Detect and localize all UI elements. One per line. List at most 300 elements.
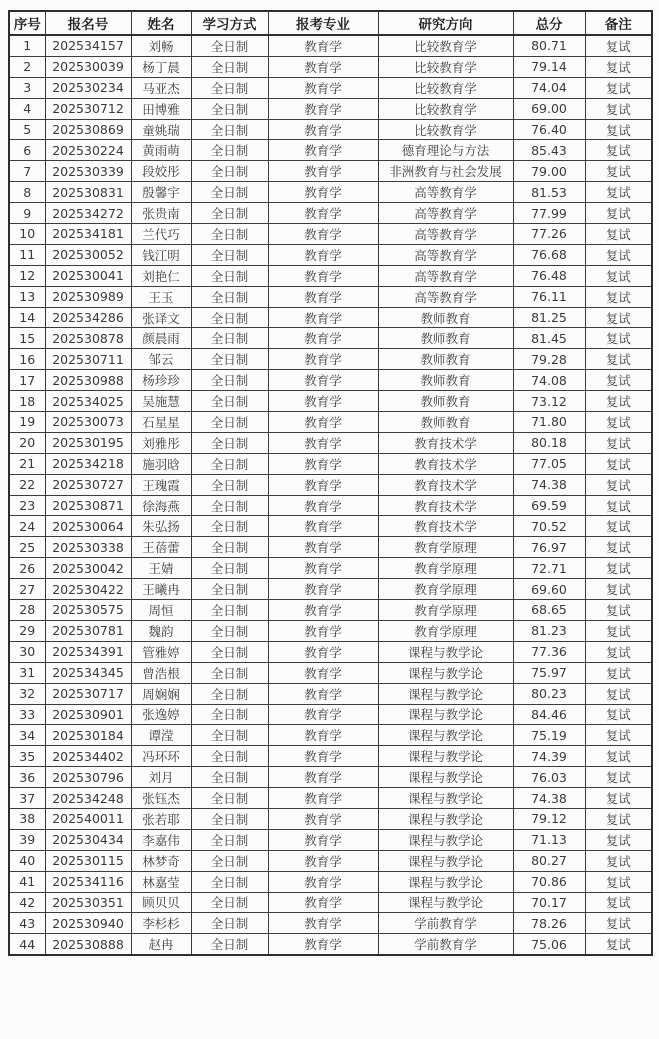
table-row [9,600,652,621]
cell-name: 兰代巧 [131,224,191,245]
cell-score: 69.00 [513,98,585,119]
cell-name: 李嘉伟 [131,829,191,850]
cell-study-mode: 全日制 [191,808,268,829]
cell-score: 76.68 [513,244,585,265]
cell-name: 吴施慧 [131,391,191,412]
cell-remark: 复试 [585,913,652,934]
cell-name: 周恒 [131,600,191,621]
table-row [9,474,652,495]
cell-name: 殷馨宇 [131,182,191,203]
cell-name: 王玉 [131,286,191,307]
cell-study-mode: 全日制 [191,453,268,474]
cell-direction: 比较教育学 [378,35,513,56]
cell-study-mode: 全日制 [191,56,268,77]
cell-remark: 复试 [585,641,652,662]
cell-reg-no: 202530712 [45,98,131,119]
cell-reg-no: 202530422 [45,579,131,600]
cell-score: 74.39 [513,746,585,767]
cell-major: 教育学 [268,328,378,349]
cell-reg-no: 202534181 [45,224,131,245]
cell-name: 杨丁晨 [131,56,191,77]
header-study-mode: 学习方式 [191,11,268,35]
table-row [9,620,652,641]
cell-study-mode: 全日制 [191,600,268,621]
cell-remark: 复试 [585,662,652,683]
cell-remark: 复试 [585,788,652,809]
cell-index: 32 [9,683,45,704]
cell-major: 教育学 [268,224,378,245]
cell-major: 教育学 [268,265,378,286]
cell-remark: 复试 [585,495,652,516]
cell-major: 教育学 [268,788,378,809]
table-row [9,307,652,328]
cell-name: 马亚杰 [131,77,191,98]
cell-index: 19 [9,412,45,433]
cell-index: 8 [9,182,45,203]
cell-reg-no: 202534248 [45,788,131,809]
header-major: 报考专业 [268,11,378,35]
cell-study-mode: 全日制 [191,767,268,788]
cell-index: 12 [9,265,45,286]
table-row [9,767,652,788]
cell-study-mode: 全日制 [191,286,268,307]
cell-major: 教育学 [268,808,378,829]
table-row [9,286,652,307]
cell-reg-no: 202530727 [45,474,131,495]
cell-major: 教育学 [268,244,378,265]
cell-direction: 教师教育 [378,412,513,433]
cell-name: 张钰杰 [131,788,191,809]
cell-direction: 课程与教学论 [378,829,513,850]
cell-index: 4 [9,98,45,119]
cell-score: 69.59 [513,495,585,516]
table-row [9,558,652,579]
cell-reg-no: 202534391 [45,641,131,662]
cell-index: 35 [9,746,45,767]
header-score: 总分 [513,11,585,35]
cell-remark: 复试 [585,537,652,558]
cell-remark: 复试 [585,56,652,77]
cell-major: 教育学 [268,98,378,119]
cell-index: 42 [9,892,45,913]
cell-index: 14 [9,307,45,328]
cell-study-mode: 全日制 [191,98,268,119]
cell-major: 教育学 [268,746,378,767]
cell-study-mode: 全日制 [191,265,268,286]
cell-name: 周娴娴 [131,683,191,704]
cell-major: 教育学 [268,56,378,77]
cell-study-mode: 全日制 [191,432,268,453]
cell-name: 张译文 [131,307,191,328]
cell-score: 70.86 [513,871,585,892]
cell-score: 74.08 [513,370,585,391]
table-row [9,579,652,600]
header-name: 姓名 [131,11,191,35]
cell-remark: 复试 [585,182,652,203]
cell-major: 教育学 [268,182,378,203]
cell-name: 王瑰霞 [131,474,191,495]
cell-remark: 复试 [585,600,652,621]
cell-index: 34 [9,725,45,746]
cell-reg-no: 202530869 [45,119,131,140]
cell-direction: 课程与教学论 [378,850,513,871]
cell-index: 31 [9,662,45,683]
cell-reg-no: 202530901 [45,704,131,725]
cell-index: 17 [9,370,45,391]
cell-remark: 复试 [585,516,652,537]
cell-remark: 复试 [585,892,652,913]
cell-remark: 复试 [585,224,652,245]
cell-index: 41 [9,871,45,892]
cell-name: 段姣彤 [131,161,191,182]
cell-remark: 复试 [585,474,652,495]
cell-score: 80.71 [513,35,585,56]
cell-remark: 复试 [585,558,652,579]
cell-direction: 教师教育 [378,307,513,328]
cell-score: 75.06 [513,934,585,955]
cell-score: 70.52 [513,516,585,537]
cell-reg-no: 202530064 [45,516,131,537]
cell-direction: 教师教育 [378,370,513,391]
cell-direction: 教育技术学 [378,453,513,474]
table-row [9,871,652,892]
cell-direction: 教育学原理 [378,537,513,558]
cell-study-mode: 全日制 [191,850,268,871]
cell-major: 教育学 [268,286,378,307]
table-row [9,56,652,77]
cell-name: 李杉杉 [131,913,191,934]
cell-score: 79.12 [513,808,585,829]
cell-index: 44 [9,934,45,955]
cell-score: 74.04 [513,77,585,98]
cell-remark: 复试 [585,286,652,307]
table-row [9,683,652,704]
cell-direction: 教育技术学 [378,516,513,537]
cell-major: 教育学 [268,412,378,433]
cell-direction: 教育技术学 [378,474,513,495]
cell-name: 王婧 [131,558,191,579]
cell-reg-no: 202534272 [45,203,131,224]
table-row [9,182,652,203]
cell-index: 15 [9,328,45,349]
cell-index: 30 [9,641,45,662]
cell-remark: 复试 [585,328,652,349]
cell-reg-no: 202530575 [45,600,131,621]
cell-score: 81.23 [513,620,585,641]
cell-name: 林嘉莹 [131,871,191,892]
cell-reg-no: 202530339 [45,161,131,182]
cell-study-mode: 全日制 [191,558,268,579]
cell-direction: 课程与教学论 [378,746,513,767]
cell-reg-no: 202530988 [45,370,131,391]
cell-major: 教育学 [268,391,378,412]
cell-index: 33 [9,704,45,725]
cell-index: 36 [9,767,45,788]
cell-reg-no: 202530711 [45,349,131,370]
cell-remark: 复试 [585,203,652,224]
header-remark: 备注 [585,11,652,35]
cell-name: 管雅婷 [131,641,191,662]
cell-score: 77.99 [513,203,585,224]
cell-score: 81.25 [513,307,585,328]
cell-major: 教育学 [268,432,378,453]
cell-major: 教育学 [268,453,378,474]
cell-index: 37 [9,788,45,809]
cell-reg-no: 202530039 [45,56,131,77]
cell-study-mode: 全日制 [191,620,268,641]
table-row [9,808,652,829]
table-row [9,537,652,558]
cell-remark: 复试 [585,370,652,391]
cell-name: 林梦奇 [131,850,191,871]
cell-remark: 复试 [585,119,652,140]
cell-score: 76.40 [513,119,585,140]
cell-score: 81.53 [513,182,585,203]
cell-study-mode: 全日制 [191,746,268,767]
table-row [9,892,652,913]
cell-direction: 课程与教学论 [378,808,513,829]
cell-direction: 课程与教学论 [378,788,513,809]
table-row [9,516,652,537]
cell-study-mode: 全日制 [191,224,268,245]
cell-score: 81.45 [513,328,585,349]
cell-major: 教育学 [268,119,378,140]
cell-direction: 比较教育学 [378,77,513,98]
cell-study-mode: 全日制 [191,662,268,683]
cell-reg-no: 202530796 [45,767,131,788]
cell-index: 13 [9,286,45,307]
cell-index: 9 [9,203,45,224]
cell-study-mode: 全日制 [191,829,268,850]
cell-direction: 比较教育学 [378,98,513,119]
cell-name: 施羽晗 [131,453,191,474]
cell-name: 刘艳仁 [131,265,191,286]
cell-reg-no: 202530052 [45,244,131,265]
cell-remark: 复试 [585,140,652,161]
cell-direction: 教师教育 [378,391,513,412]
cell-remark: 复试 [585,453,652,474]
cell-reg-no: 202534116 [45,871,131,892]
cell-major: 教育学 [268,579,378,600]
cell-index: 18 [9,391,45,412]
cell-direction: 教育学原理 [378,620,513,641]
cell-remark: 复试 [585,725,652,746]
cell-name: 徐海燕 [131,495,191,516]
cell-direction: 课程与教学论 [378,704,513,725]
cell-name: 刘月 [131,767,191,788]
cell-major: 教育学 [268,203,378,224]
cell-score: 80.23 [513,683,585,704]
cell-index: 29 [9,620,45,641]
table-row [9,391,652,412]
cell-major: 教育学 [268,871,378,892]
cell-major: 教育学 [268,600,378,621]
cell-index: 7 [9,161,45,182]
table-row [9,641,652,662]
table-row [9,119,652,140]
cell-major: 教育学 [268,767,378,788]
cell-score: 76.97 [513,537,585,558]
cell-study-mode: 全日制 [191,871,268,892]
cell-study-mode: 全日制 [191,725,268,746]
cell-remark: 复试 [585,307,652,328]
cell-major: 教育学 [268,161,378,182]
cell-major: 教育学 [268,641,378,662]
cell-remark: 复试 [585,161,652,182]
table-row [9,224,652,245]
cell-name: 张逸婷 [131,704,191,725]
cell-remark: 复试 [585,265,652,286]
cell-study-mode: 全日制 [191,140,268,161]
cell-major: 教育学 [268,892,378,913]
cell-index: 10 [9,224,45,245]
cell-direction: 比较教育学 [378,56,513,77]
cell-reg-no: 202534157 [45,35,131,56]
cell-reg-no: 202530878 [45,328,131,349]
table-row [9,77,652,98]
cell-study-mode: 全日制 [191,704,268,725]
table-row [9,140,652,161]
cell-name: 王蓓蕾 [131,537,191,558]
cell-score: 80.18 [513,432,585,453]
cell-study-mode: 全日制 [191,474,268,495]
cell-study-mode: 全日制 [191,934,268,955]
cell-score: 72.71 [513,558,585,579]
cell-name: 曾浩根 [131,662,191,683]
cell-name: 黄雨萌 [131,140,191,161]
cell-name: 刘畅 [131,35,191,56]
cell-study-mode: 全日制 [191,328,268,349]
table-row [9,412,652,433]
cell-index: 1 [9,35,45,56]
cell-index: 2 [9,56,45,77]
table-row [9,244,652,265]
cell-name: 张若耶 [131,808,191,829]
cell-study-mode: 全日制 [191,370,268,391]
cell-reg-no: 202530434 [45,829,131,850]
cell-score: 77.26 [513,224,585,245]
cell-name: 顾贝贝 [131,892,191,913]
table-row [9,788,652,809]
cell-reg-no: 202530871 [45,495,131,516]
cell-reg-no: 202530073 [45,412,131,433]
cell-remark: 复试 [585,620,652,641]
cell-reg-no: 202530234 [45,77,131,98]
cell-remark: 复试 [585,244,652,265]
table-row [9,746,652,767]
table-row [9,934,652,955]
header-reg-no: 报名号 [45,11,131,35]
cell-score: 78.26 [513,913,585,934]
cell-index: 26 [9,558,45,579]
cell-major: 教育学 [268,537,378,558]
cell-direction: 教师教育 [378,328,513,349]
cell-score: 68.65 [513,600,585,621]
cell-direction: 课程与教学论 [378,892,513,913]
cell-remark: 复试 [585,432,652,453]
table-header [9,11,652,35]
cell-direction: 教育学原理 [378,579,513,600]
cell-reg-no: 202530831 [45,182,131,203]
cell-score: 74.38 [513,474,585,495]
cell-remark: 复试 [585,829,652,850]
table-row [9,161,652,182]
cell-study-mode: 全日制 [191,788,268,809]
cell-score: 76.03 [513,767,585,788]
cell-reg-no: 202530184 [45,725,131,746]
cell-study-mode: 全日制 [191,892,268,913]
cell-score: 74.38 [513,788,585,809]
table-row [9,265,652,286]
table-row [9,328,652,349]
table-row [9,35,652,56]
cell-major: 教育学 [268,662,378,683]
cell-direction: 课程与教学论 [378,725,513,746]
cell-study-mode: 全日制 [191,203,268,224]
cell-index: 21 [9,453,45,474]
cell-remark: 复试 [585,871,652,892]
cell-remark: 复试 [585,746,652,767]
cell-study-mode: 全日制 [191,35,268,56]
cell-direction: 学前教育学 [378,913,513,934]
cell-index: 43 [9,913,45,934]
cell-study-mode: 全日制 [191,516,268,537]
cell-name: 田博雅 [131,98,191,119]
cell-remark: 复试 [585,35,652,56]
cell-remark: 复试 [585,579,652,600]
cell-direction: 德育理论与方法 [378,140,513,161]
cell-study-mode: 全日制 [191,244,268,265]
cell-reg-no: 202530781 [45,620,131,641]
cell-name: 赵冉 [131,934,191,955]
cell-index: 39 [9,829,45,850]
cell-direction: 教育学原理 [378,558,513,579]
cell-remark: 复试 [585,934,652,955]
cell-name: 朱弘扬 [131,516,191,537]
cell-reg-no: 202530717 [45,683,131,704]
table-row [9,495,652,516]
cell-major: 教育学 [268,349,378,370]
cell-score: 84.46 [513,704,585,725]
cell-reg-no: 202530195 [45,432,131,453]
cell-index: 16 [9,349,45,370]
cell-major: 教育学 [268,934,378,955]
cell-study-mode: 全日制 [191,913,268,934]
cell-direction: 高等教育学 [378,224,513,245]
cell-direction: 课程与教学论 [378,767,513,788]
header-row [9,11,652,35]
cell-direction: 教育学原理 [378,600,513,621]
cell-name: 石星星 [131,412,191,433]
cell-direction: 高等教育学 [378,182,513,203]
cell-index: 11 [9,244,45,265]
table-body [9,35,652,955]
cell-direction: 教育技术学 [378,495,513,516]
cell-index: 3 [9,77,45,98]
cell-index: 5 [9,119,45,140]
cell-score: 70.17 [513,892,585,913]
cell-reg-no: 202530351 [45,892,131,913]
cell-reg-no: 202530940 [45,913,131,934]
cell-reg-no: 202534402 [45,746,131,767]
cell-score: 71.80 [513,412,585,433]
cell-major: 教育学 [268,704,378,725]
cell-index: 20 [9,432,45,453]
cell-study-mode: 全日制 [191,182,268,203]
cell-major: 教育学 [268,683,378,704]
cell-reg-no: 202530224 [45,140,131,161]
cell-major: 教育学 [268,77,378,98]
